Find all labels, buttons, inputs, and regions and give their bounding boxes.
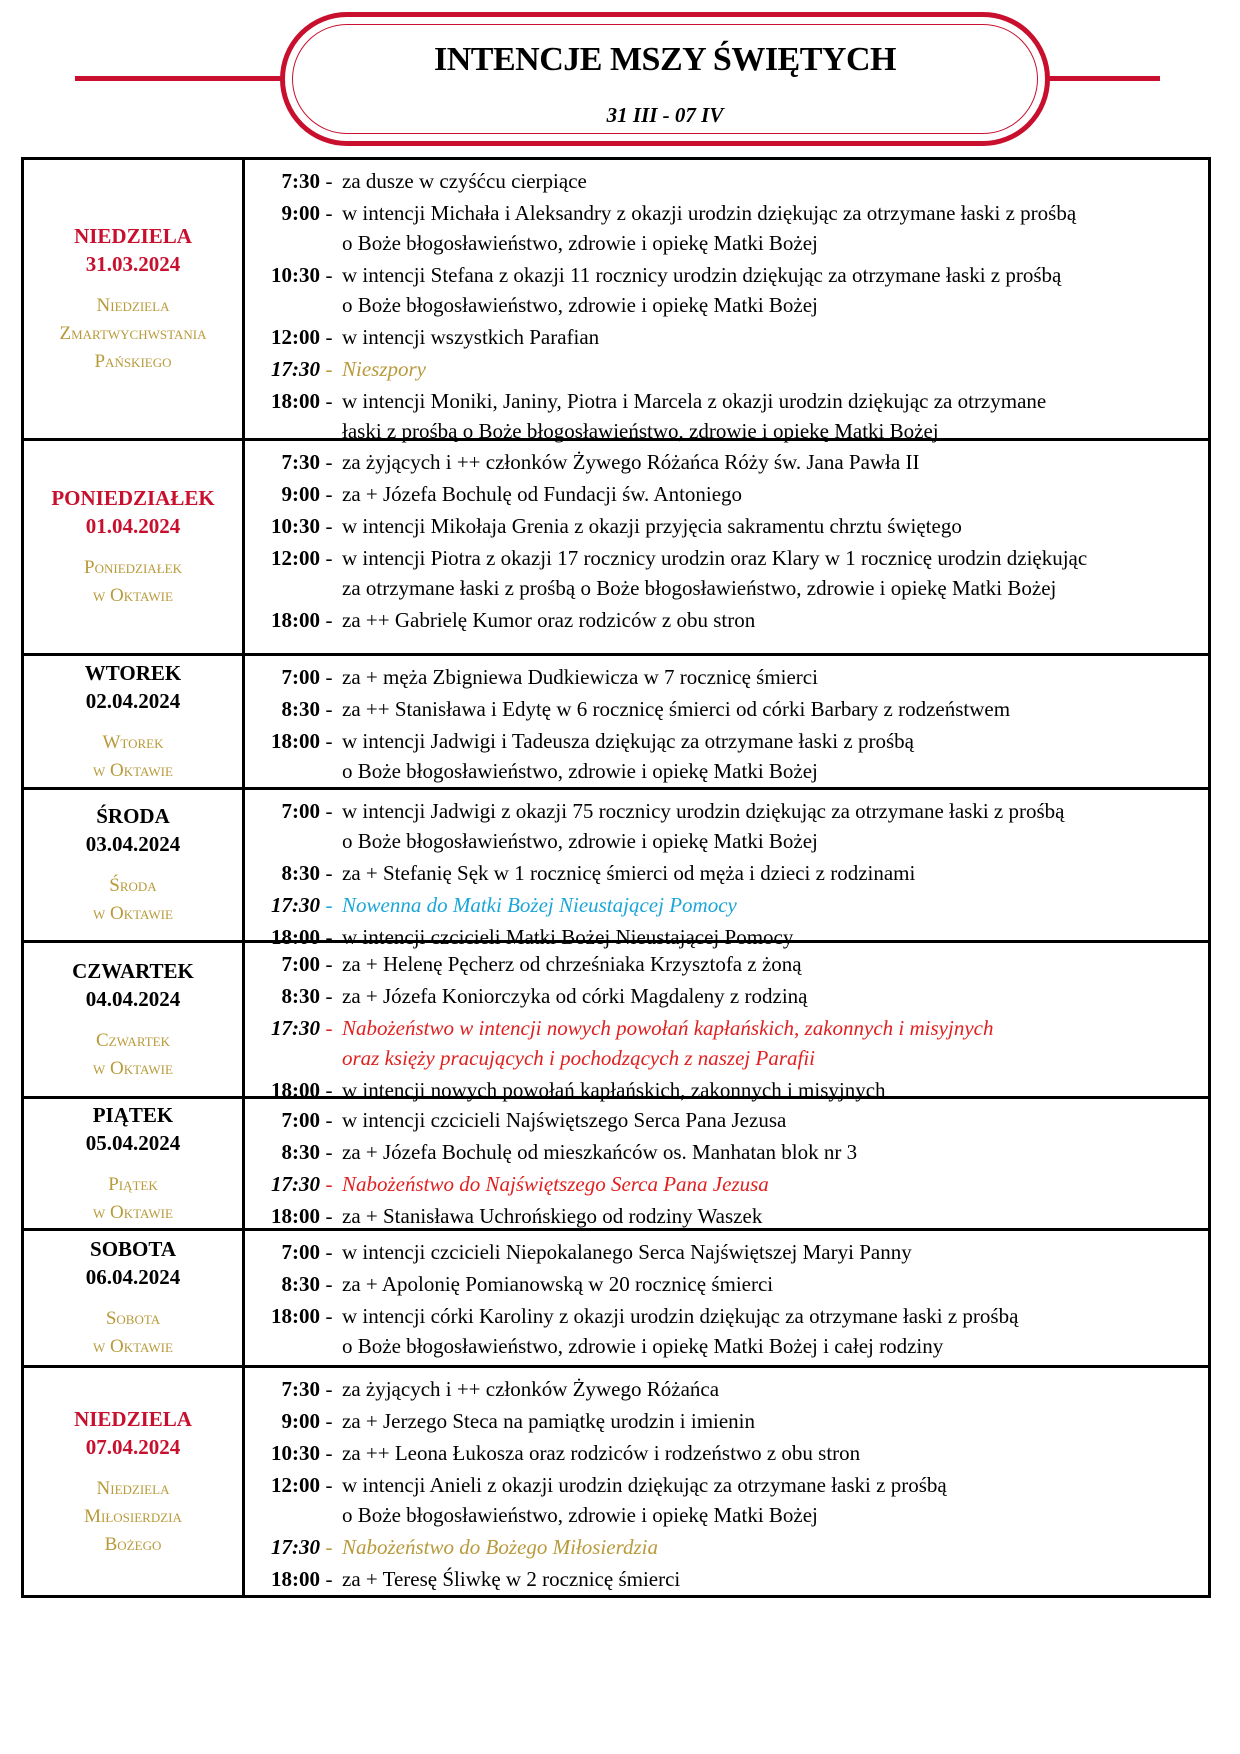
mass-intention — [338, 166, 1208, 196]
separator-dash: - — [325, 1567, 333, 1591]
separator-dash: - — [325, 1016, 333, 1040]
intention-line: za ++ Stanisława i Edytę w 6 rocznicę śmierci od córki Barbary z rodzeństwem — [342, 697, 1011, 721]
mass-entry — [245, 726, 1208, 786]
mass-time: 7:30 — [281, 450, 320, 474]
mass-intention — [338, 1406, 1208, 1436]
intention-line: Nieszpory — [342, 357, 426, 381]
intention-line: za + Stanisława Uchrońskiego od rodziny Waszek — [342, 1204, 763, 1228]
separator-dash: - — [325, 1172, 333, 1196]
mass-list — [245, 1368, 1208, 1595]
intention-line: w intencji córki Karoliny z okazji urodzin dziękując za otrzymane łaski z prośbą — [342, 1304, 1019, 1328]
mass-time: 17:30 — [271, 1172, 320, 1196]
mass-intention — [338, 1137, 1208, 1167]
separator-dash: - — [325, 1272, 333, 1296]
mass-entry — [245, 1470, 1208, 1530]
day-row — [24, 1228, 1208, 1365]
mass-time: 17:30 — [271, 1535, 320, 1559]
mass-entry — [245, 1237, 1208, 1267]
intention-line: w intencji Stefana z okazji 11 rocznicy urodzin dziękując za otrzymane łaski z prośbą — [342, 263, 1062, 287]
feast-line: w Oktawie — [93, 903, 173, 924]
day-row — [24, 438, 1208, 653]
liturgical-feast — [84, 554, 182, 610]
day-row — [24, 653, 1208, 787]
intention-line: za + Józefa Koniorczyka od córki Magdaleny z rodziną — [342, 984, 808, 1008]
intention-line: w intencji Michała i Aleksandry z okazji urodzin dziękując za otrzymane łaski z prośbą — [342, 201, 1077, 225]
day-cell — [24, 1368, 245, 1595]
mass-time: 10:30 — [271, 514, 320, 538]
day-date: 01.04.2024 — [85, 514, 181, 538]
separator-dash: - — [325, 1473, 333, 1497]
mass-time: 7:30 — [281, 1377, 320, 1401]
mass-entry — [245, 1374, 1208, 1404]
mass-intention — [338, 1301, 1208, 1361]
intention-line: w intencji Mikołaja Grenia z okazji przyjęcia sakramentu chrztu świętego — [342, 514, 962, 538]
title-banner — [280, 12, 1050, 146]
mass-time: 18:00 — [271, 925, 320, 949]
liturgical-feast — [93, 1027, 173, 1083]
intention-line: za + męża Zbigniewa Dudkiewicza w 7 rocznicę śmierci — [342, 665, 818, 689]
mass-entry — [245, 1201, 1208, 1231]
intention-line: w intencji nowych powołań kapłańskich, zakonnych i misyjnych — [342, 1078, 886, 1102]
intention-line: o Boże błogosławieństwo, zdrowie i opiekę Matki Bożej — [342, 1503, 818, 1527]
day-name: SOBOTA — [90, 1237, 176, 1261]
intention-line: w intencji Piotra z okazji 17 rocznicy urodzin oraz Klary w 1 rocznicę urodzin dziękując — [342, 546, 1088, 570]
intention-line: za + Józefa Bochulę od Fundacji św. Antoniego — [342, 482, 743, 506]
mass-entry — [245, 949, 1208, 979]
mass-time: 7:30 — [281, 169, 320, 193]
mass-time: 8:30 — [281, 984, 320, 1008]
mass-entry — [245, 981, 1208, 1011]
intention-line: za + Jerzego Steca na pamiątkę urodzin i imienin — [342, 1409, 756, 1433]
separator-dash: - — [325, 665, 333, 689]
mass-time: 18:00 — [271, 729, 320, 753]
intention-line: za + Stefanię Sęk w 1 rocznicę śmierci od męża i dzieci z rodzinami — [342, 861, 916, 885]
intention-line: za ++ Gabrielę Kumor oraz rodziców z obu stron — [342, 608, 756, 632]
mass-time: 18:00 — [271, 608, 320, 632]
mass-intention — [338, 605, 1208, 635]
mass-time: 18:00 — [271, 389, 320, 413]
mass-entry — [245, 386, 1208, 446]
mass-intention — [338, 1105, 1208, 1135]
separator-dash: - — [325, 1535, 333, 1559]
mass-time: 7:00 — [281, 1108, 320, 1132]
mass-intention — [338, 796, 1208, 856]
separator-dash: - — [325, 984, 333, 1008]
separator-dash: - — [325, 357, 333, 381]
day-name: NIEDZIELA — [74, 1406, 192, 1431]
intention-line: w intencji Jadwigi i Tadeusza dziękując za otrzymane łaski z prośbą — [342, 729, 914, 753]
mass-intention — [338, 511, 1208, 541]
liturgical-feast — [93, 729, 173, 785]
mass-list — [245, 790, 1208, 949]
feast-line: Niedziela — [96, 1477, 170, 1499]
feast-line: Niedziela — [96, 295, 170, 316]
intention-line: w intencji czcicieli Niepokalanego Serca Najświętszej Maryi Panny — [342, 1240, 912, 1264]
mass-entry — [245, 796, 1208, 856]
day-date: 07.04.2024 — [85, 1434, 181, 1459]
separator-dash: - — [325, 1204, 333, 1228]
mass-time: 12:00 — [271, 1473, 320, 1497]
separator-dash: - — [325, 1078, 333, 1102]
intention-line: w intencji Moniki, Janiny, Piotra i Marcela z okazji urodzin dziękując za otrzymane — [342, 389, 1047, 413]
mass-time: 8:30 — [281, 1272, 320, 1296]
mass-time: 7:00 — [281, 1240, 320, 1264]
intention-line: Nabożeństwo w intencji nowych powołań kapłańskich, zakonnych i misyjnych — [342, 1016, 994, 1040]
intention-line: za otrzymane łaski z prośbą o Boże błogosławieństwo, zdrowie i opiekę Matki Bożej — [342, 576, 1057, 600]
intention-line: za ++ Leona Łukosza oraz rodziców i rodzeństwo z obu stron — [342, 1441, 861, 1465]
mass-intention — [338, 354, 1208, 384]
mass-time: 9:00 — [281, 201, 320, 225]
feast-line: Wtorek — [102, 731, 164, 753]
mass-entry — [245, 1105, 1208, 1135]
mass-entry — [245, 1406, 1208, 1436]
feast-line: w Oktawie — [93, 585, 173, 606]
mass-intention — [338, 479, 1208, 509]
mass-entry — [245, 322, 1208, 352]
mass-intention — [338, 1269, 1208, 1299]
mass-intention — [338, 890, 1208, 920]
mass-entry — [245, 511, 1208, 541]
mass-list — [245, 1231, 1208, 1365]
separator-dash: - — [325, 1140, 333, 1164]
mass-entry — [245, 1438, 1208, 1468]
mass-intention — [338, 543, 1208, 603]
feast-line: Środa — [109, 875, 157, 896]
intention-line: o Boże błogosławieństwo, zdrowie i opiekę Matki Bożej i całej rodziny — [342, 1334, 944, 1358]
intention-line: za dusze w czyśćcu cierpiące — [342, 169, 587, 193]
separator-dash: - — [325, 1240, 333, 1264]
separator-dash: - — [325, 450, 333, 474]
separator-dash: - — [325, 514, 333, 538]
mass-intention — [338, 447, 1208, 477]
day-date: 03.04.2024 — [85, 832, 181, 856]
day-row — [24, 1096, 1208, 1228]
mass-entry — [245, 447, 1208, 477]
separator-dash: - — [325, 325, 333, 349]
separator-dash: - — [325, 1304, 333, 1328]
intention-line: w intencji wszystkich Parafian — [342, 325, 600, 349]
feast-line: Pańskiego — [94, 351, 172, 372]
mass-intention — [338, 198, 1208, 258]
intention-line: za żyjących i ++ członków Żywego Różańca — [342, 1377, 720, 1401]
intention-line: łaski z prośbą o Boże błogosławieństwo, zdrowie i opiekę Matki Bożej — [342, 419, 939, 443]
day-cell — [24, 1231, 245, 1365]
mass-intention — [338, 726, 1208, 786]
separator-dash: - — [325, 925, 333, 949]
day-name: NIEDZIELA — [74, 224, 192, 248]
mass-time: 18:00 — [271, 1567, 320, 1591]
mass-time: 18:00 — [271, 1078, 320, 1102]
intention-line: o Boże błogosławieństwo, zdrowie i opiekę Matki Bożej — [342, 759, 818, 783]
day-name: ŚRODA — [96, 804, 170, 828]
mass-time: 12:00 — [271, 546, 320, 570]
mass-intention — [338, 1470, 1208, 1530]
intention-line: Nabożeństwo do Bożego Miłosierdzia — [342, 1535, 658, 1559]
mass-entry — [245, 1564, 1208, 1594]
separator-dash: - — [325, 169, 333, 193]
mass-entry — [245, 1301, 1208, 1361]
day-row — [24, 940, 1208, 1102]
day-name: WTOREK — [84, 660, 182, 685]
day-cell — [24, 1099, 245, 1228]
mass-entry — [245, 1532, 1208, 1562]
mass-entry — [245, 1137, 1208, 1167]
mass-intention — [338, 981, 1208, 1011]
feast-line: Piątek — [108, 1173, 158, 1195]
liturgical-feast — [93, 1305, 173, 1361]
mass-entry — [245, 198, 1208, 258]
feast-line: Miłosierdzia — [84, 1505, 182, 1527]
header-rule-left — [75, 76, 285, 81]
intention-line: Nowenna do Matki Bożej Nieustającej Pomocy — [342, 893, 737, 917]
liturgical-feast — [60, 292, 207, 376]
separator-dash: - — [325, 893, 333, 917]
separator-dash: - — [325, 546, 333, 570]
mass-intention — [338, 1374, 1208, 1404]
mass-time: 7:00 — [281, 665, 320, 689]
mass-entry — [245, 662, 1208, 692]
feast-line: Czwartek — [95, 1029, 170, 1051]
mass-entry — [245, 166, 1208, 196]
mass-entry — [245, 1013, 1208, 1073]
day-date: 02.04.2024 — [85, 688, 181, 713]
mass-entry — [245, 354, 1208, 384]
day-name: CZWARTEK — [72, 958, 194, 983]
mass-intention — [338, 858, 1208, 888]
mass-schedule-table — [21, 157, 1211, 1598]
day-cell — [24, 441, 245, 653]
mass-intention — [338, 949, 1208, 979]
mass-entry — [245, 260, 1208, 320]
mass-entry — [245, 605, 1208, 635]
intention-line: w intencji czcicieli Najświętszego Serca Pana Jezusa — [342, 1108, 787, 1132]
mass-entry — [245, 479, 1208, 509]
mass-intention — [338, 322, 1208, 352]
mass-entry — [245, 543, 1208, 603]
mass-intention — [338, 260, 1208, 320]
separator-dash: - — [325, 201, 333, 225]
separator-dash: - — [325, 263, 333, 287]
separator-dash: - — [325, 952, 333, 976]
intention-line: za + Józefa Bochulę od mieszkańców os. Manhatan blok nr 3 — [342, 1140, 858, 1164]
mass-list — [245, 656, 1208, 787]
intention-line: w intencji Anieli z okazji urodzin dziękując za otrzymane łaski z prośbą — [342, 1473, 947, 1497]
intention-line: za + Helenę Pęcherz od chrześniaka Krzysztofa z żoną — [342, 952, 802, 976]
page-title: INTENCJE MSZY ŚWIĘTYCH — [434, 41, 896, 78]
feast-line: w Oktawie — [93, 759, 173, 781]
mass-list — [245, 1099, 1208, 1228]
mass-time: 10:30 — [271, 263, 320, 287]
feast-line: w Oktawie — [93, 1201, 173, 1223]
mass-time: 17:30 — [271, 893, 320, 917]
intention-line: za + Teresę Śliwkę w 2 rocznicę śmierci — [342, 1567, 681, 1591]
feast-line: Sobota — [105, 1308, 161, 1329]
header-rule-right — [1045, 76, 1160, 81]
day-name: PIĄTEK — [92, 1102, 174, 1127]
mass-entry — [245, 1169, 1208, 1199]
mass-intention — [338, 1564, 1208, 1594]
intention-line: za żyjących i ++ członków Żywego Różańca Róży św. Jana Pawła II — [342, 450, 920, 474]
mass-time: 9:00 — [281, 1409, 320, 1433]
date-range: 31 III - 07 IV — [606, 103, 724, 127]
mass-entry — [245, 858, 1208, 888]
separator-dash: - — [325, 861, 333, 885]
mass-intention — [338, 1169, 1208, 1199]
mass-time: 9:00 — [281, 482, 320, 506]
feast-line: Bożego — [104, 1533, 162, 1555]
mass-time: 7:00 — [281, 952, 320, 976]
mass-intention — [338, 1201, 1208, 1231]
mass-time: 7:00 — [281, 799, 320, 823]
liturgical-feast — [84, 1475, 182, 1559]
mass-time: 10:30 — [271, 1441, 320, 1465]
mass-list — [245, 160, 1208, 443]
mass-intention — [338, 1532, 1208, 1562]
feast-line: w Oktawie — [93, 1057, 173, 1079]
separator-dash: - — [325, 697, 333, 721]
intention-line: za + Apolonię Pomianowską w 20 rocznicę śmierci — [342, 1272, 774, 1296]
mass-list — [245, 441, 1208, 653]
day-date: 05.04.2024 — [85, 1130, 181, 1155]
intention-line: oraz księży pracujących i pochodzących z naszej Parafii — [342, 1046, 815, 1070]
feast-line: Zmartwychwstania — [59, 323, 207, 344]
separator-dash: - — [325, 729, 333, 753]
mass-time: 12:00 — [271, 325, 320, 349]
mass-time: 8:30 — [281, 1140, 320, 1164]
day-date: 06.04.2024 — [85, 1265, 181, 1289]
liturgical-feast — [93, 872, 173, 928]
separator-dash: - — [325, 1377, 333, 1401]
day-date: 04.04.2024 — [85, 986, 181, 1011]
separator-dash: - — [325, 389, 333, 413]
mass-intention — [338, 1013, 1208, 1073]
mass-time: 8:30 — [281, 697, 320, 721]
day-row — [24, 1365, 1208, 1595]
mass-intention — [338, 1237, 1208, 1267]
mass-intention — [338, 694, 1208, 724]
mass-entry — [245, 694, 1208, 724]
mass-time: 17:30 — [271, 1016, 320, 1040]
intention-line: o Boże błogosławieństwo, zdrowie i opiekę Matki Bożej — [342, 829, 818, 853]
mass-entry — [245, 1269, 1208, 1299]
intention-line: Nabożeństwo do Najświętszego Serca Pana Jezusa — [342, 1172, 769, 1196]
separator-dash: - — [325, 482, 333, 506]
separator-dash: - — [325, 1441, 333, 1465]
mass-intention — [338, 386, 1208, 446]
day-cell — [24, 943, 245, 1096]
separator-dash: - — [325, 799, 333, 823]
day-cell — [24, 160, 245, 438]
intention-line: w intencji czcicieli Matki Bożej Nieustającej Pomocy — [342, 925, 794, 949]
day-cell — [24, 790, 245, 940]
day-cell — [24, 656, 245, 787]
intention-line: o Boże błogosławieństwo, zdrowie i opiekę Matki Bożej — [342, 293, 818, 317]
feast-line: w Oktawie — [93, 1336, 173, 1357]
separator-dash: - — [325, 1409, 333, 1433]
day-date: 31.03.2024 — [85, 252, 181, 276]
day-row — [24, 160, 1208, 443]
intention-line: w intencji Jadwigi z okazji 75 rocznicy urodzin dziękując za otrzymane łaski z prośbą — [342, 799, 1065, 823]
mass-time: 17:30 — [271, 357, 320, 381]
mass-list — [245, 943, 1208, 1102]
day-row — [24, 787, 1208, 949]
feast-line: Poniedziałek — [84, 557, 182, 578]
mass-intention — [338, 662, 1208, 692]
mass-time: 18:00 — [271, 1304, 320, 1328]
liturgical-feast — [93, 1171, 173, 1227]
day-name: PONIEDZIAŁEK — [51, 486, 215, 510]
intention-line: o Boże błogosławieństwo, zdrowie i opiekę Matki Bożej — [342, 231, 818, 255]
separator-dash: - — [325, 1108, 333, 1132]
mass-time: 18:00 — [271, 1204, 320, 1228]
separator-dash: - — [325, 608, 333, 632]
mass-entry — [245, 890, 1208, 920]
mass-intention — [338, 1438, 1208, 1468]
mass-time: 8:30 — [281, 861, 320, 885]
